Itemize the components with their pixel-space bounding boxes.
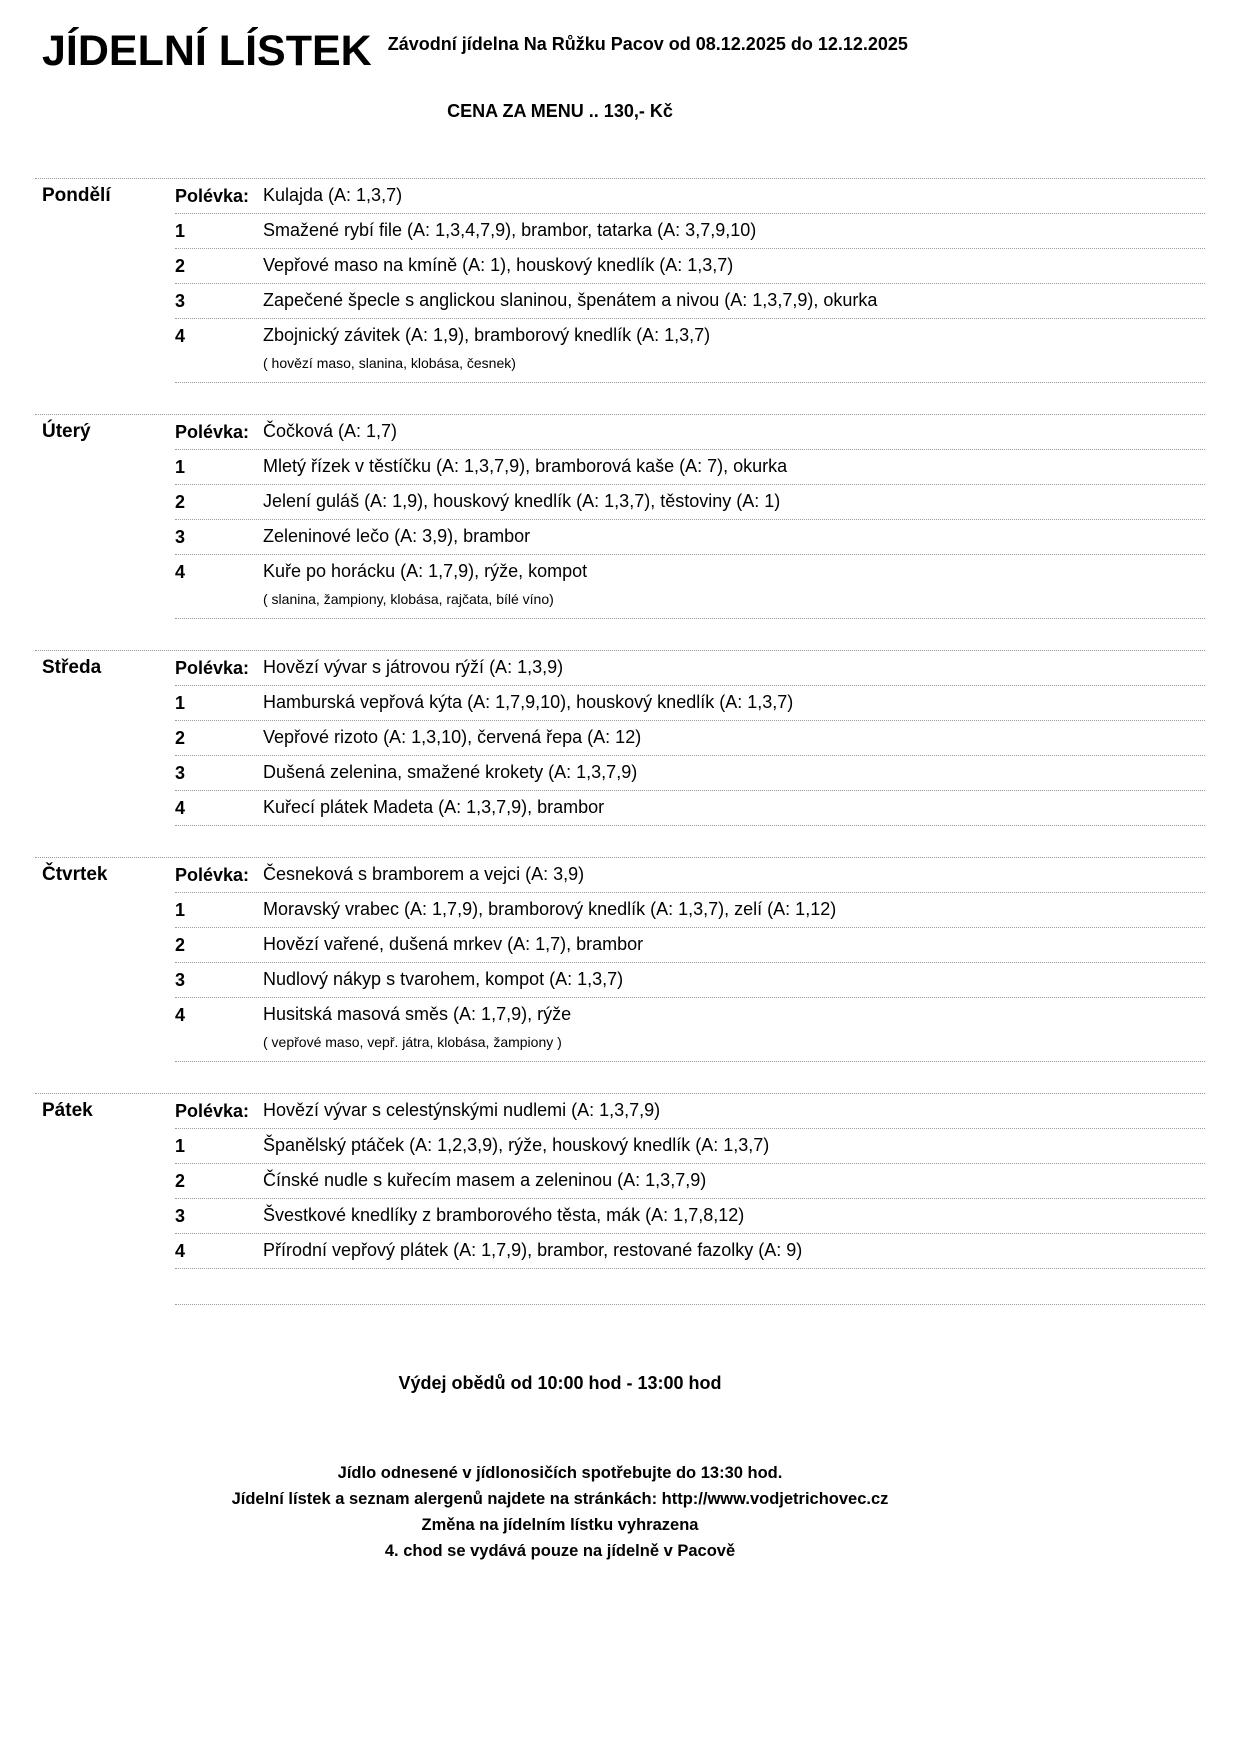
menu-item-row	[35, 450, 1205, 484]
soup-row	[35, 179, 1205, 213]
menu-item-row	[35, 485, 1205, 519]
menu-item-row	[35, 928, 1205, 962]
soup-label: Polévka:	[175, 1100, 250, 1121]
item-text: Dušená zelenina, smažené krokety (A: 1,3,7,9)	[263, 762, 638, 783]
footer-note-line: Jídelní lístek a seznam alergenů najdete na stránkách: http://www.vodjetrichovec.cz	[231, 1490, 889, 1508]
item-note: ( hovězí maso, slanina, klobása, česnek)	[263, 355, 516, 371]
soup-text: Hovězí vývar s celestýnskými nudlemi (A: 1,3,7,9)	[263, 1100, 661, 1121]
item-note-row	[35, 589, 1205, 618]
menu-item-row	[35, 249, 1205, 283]
menu-item-row	[35, 1164, 1205, 1198]
soup-text: Česneková s bramborem a vejci (A: 3,9)	[263, 864, 585, 885]
soup-label: Polévka:	[175, 185, 250, 206]
item-number: 4	[175, 797, 186, 818]
item-text: Kuřecí plátek Madeta (A: 1,3,7,9), brambor	[263, 797, 605, 818]
section-gap	[35, 619, 1205, 650]
item-number: 3	[175, 1205, 186, 1226]
item-number: 2	[175, 255, 186, 276]
menu-item-row	[35, 1129, 1205, 1163]
section-gap	[35, 1062, 1205, 1093]
soup-text: Čočková (A: 1,7)	[263, 421, 398, 442]
menu-price-line: CENA ZA MENU .. 130,- Kč	[447, 101, 673, 121]
section-gap	[35, 383, 1205, 414]
menu-item-row	[35, 756, 1205, 790]
section-gap	[35, 1269, 1205, 1304]
menu-item-row	[35, 721, 1205, 755]
item-number: 3	[175, 290, 186, 311]
document-footer	[0, 1373, 1120, 1564]
menu-item-row	[35, 555, 1205, 589]
item-text: Švestkové knedlíky z bramborového těsta, mák (A: 1,7,8,12)	[263, 1205, 745, 1226]
weekly-menu-table	[35, 178, 1205, 1305]
item-number: 1	[175, 1135, 186, 1156]
item-number: 4	[175, 1240, 186, 1261]
menu-item-row	[35, 686, 1205, 720]
menu-item-row	[35, 1199, 1205, 1233]
day-section-tuesday	[35, 414, 1205, 619]
item-number: 1	[175, 456, 186, 477]
soup-text: Kulajda (A: 1,3,7)	[263, 185, 403, 206]
item-text: Moravský vrabec (A: 1,7,9), bramborový knedlík (A: 1,3,7), zelí (A: 1,12)	[263, 899, 837, 920]
day-section-wednesday	[35, 650, 1205, 826]
item-number: 4	[175, 1004, 186, 1025]
soup-row	[35, 1094, 1205, 1128]
soup-text: Hovězí vývar s játrovou rýží (A: 1,3,9)	[263, 657, 564, 678]
footer-notes	[0, 1460, 1120, 1564]
soup-label: Polévka:	[175, 864, 250, 885]
menu-item-row	[35, 998, 1205, 1032]
item-text: Jelení guláš (A: 1,9), houskový knedlík (A: 1,3,7), těstoviny (A: 1)	[263, 491, 781, 512]
item-number: 1	[175, 692, 186, 713]
dotted-separator	[175, 1304, 1205, 1305]
item-text: Zbojnický závitek (A: 1,9), bramborový knedlík (A: 1,3,7)	[263, 325, 711, 346]
soup-row	[35, 651, 1205, 685]
item-note: ( vepřové maso, vepř. játra, klobása, žampiony )	[263, 1034, 562, 1050]
menu-item-row	[35, 214, 1205, 248]
item-number: 3	[175, 762, 186, 783]
soup-label: Polévka:	[175, 421, 250, 442]
day-section-thursday	[35, 857, 1205, 1062]
item-note-row	[35, 1032, 1205, 1061]
document-header	[42, 27, 1240, 75]
day-name: Středa	[42, 657, 102, 678]
item-number: 2	[175, 727, 186, 748]
serving-hours: Výdej obědů od 10:00 hod - 13:00 hod	[398, 1373, 722, 1393]
item-number: 2	[175, 934, 186, 955]
item-number: 1	[175, 899, 186, 920]
item-text: Přírodní vepřový plátek (A: 1,7,9), brambor, restované fazolky (A: 9)	[263, 1240, 803, 1261]
footer-note-line: 4. chod se vydává pouze na jídelně v Pacově	[384, 1542, 736, 1560]
item-text: Vepřové rizoto (A: 1,3,10), červená řepa (A: 12)	[263, 727, 642, 748]
item-text: Nudlový nákyp s tvarohem, kompot (A: 1,3,7)	[263, 969, 624, 990]
menu-item-row	[35, 893, 1205, 927]
item-text: Španělský ptáček (A: 1,2,3,9), rýže, houskový knedlík (A: 1,3,7)	[263, 1135, 770, 1156]
item-number: 4	[175, 325, 186, 346]
item-number: 1	[175, 220, 186, 241]
item-number: 3	[175, 526, 186, 547]
item-text: Husitská masová směs (A: 1,7,9), rýže	[263, 1004, 572, 1025]
item-text: Čínské nudle s kuřecím masem a zeleninou (A: 1,3,7,9)	[263, 1170, 707, 1191]
item-text: Mletý řízek v těstíčku (A: 1,3,7,9), bramborová kaše (A: 7), okurka	[263, 456, 788, 477]
section-gap	[35, 826, 1205, 857]
menu-item-row	[35, 284, 1205, 318]
menu-item-row	[35, 1234, 1205, 1268]
item-text: Hovězí vařené, dušená mrkev (A: 1,7), brambor	[263, 934, 644, 955]
item-note: ( slanina, žampiony, klobása, rajčata, bílé víno)	[263, 591, 554, 607]
item-number: 4	[175, 561, 186, 582]
item-text: Hamburská vepřová kýta (A: 1,7,9,10), houskový knedlík (A: 1,3,7)	[263, 692, 794, 713]
item-number: 2	[175, 491, 186, 512]
item-number: 2	[175, 1170, 186, 1191]
footer-note-line: Změna na jídelním lístku vyhrazena	[421, 1516, 699, 1534]
day-name: Pátek	[42, 1100, 93, 1121]
menu-item-row	[35, 791, 1205, 825]
item-number: 3	[175, 969, 186, 990]
day-name: Úterý	[42, 421, 91, 442]
item-text: Vepřové maso na kmíně (A: 1), houskový knedlík (A: 1,3,7)	[263, 255, 734, 276]
menu-item-row	[35, 963, 1205, 997]
soup-row	[35, 415, 1205, 449]
page-title: JÍDELNÍ LÍSTEK	[42, 27, 372, 75]
item-note-row	[35, 353, 1205, 382]
day-name: Čtvrtek	[42, 864, 108, 885]
menu-item-row	[35, 520, 1205, 554]
day-section-monday	[35, 178, 1205, 383]
item-text: Zeleninové lečo (A: 3,9), brambor	[263, 526, 531, 547]
item-text: Smažené rybí file (A: 1,3,4,7,9), brambor, tatarka (A: 3,7,9,10)	[263, 220, 757, 241]
item-text: Kuře po horácku (A: 1,7,9), rýže, kompot	[263, 561, 588, 582]
canteen-and-date-range: Závodní jídelna Na Růžku Pacov od 08.12.2025 do 12.12.2025	[387, 34, 908, 54]
soup-row	[35, 858, 1205, 892]
menu-item-row	[35, 319, 1205, 353]
item-text: Zapečené špecle s anglickou slaninou, špenátem a nivou (A: 1,3,7,9), okurka	[263, 290, 878, 311]
soup-label: Polévka:	[175, 657, 250, 678]
footer-note-line: Jídlo odnesené v jídlonosičích spotřebujte do 13:30 hod.	[337, 1464, 783, 1482]
day-section-friday	[35, 1093, 1205, 1305]
day-name: Pondělí	[42, 185, 111, 206]
